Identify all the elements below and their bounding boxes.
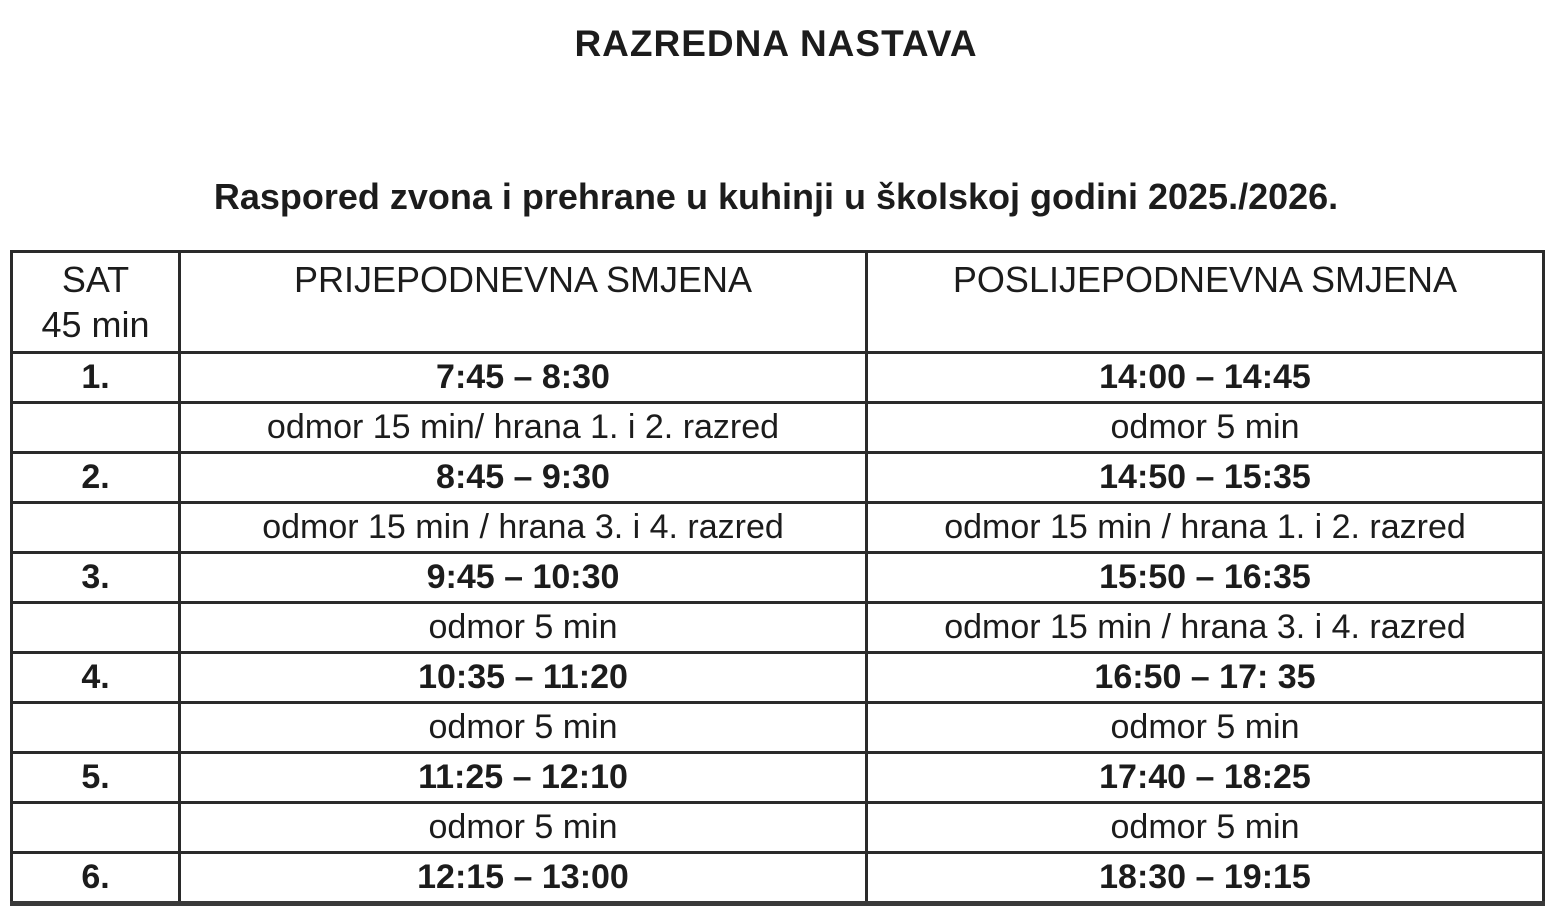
afternoon-cell: odmor 5 min [867, 703, 1544, 753]
table-row [12, 553, 1544, 603]
afternoon-cell: 16:50 – 17: 35 [867, 653, 1544, 703]
table-row [12, 653, 1544, 703]
morning-cell: odmor 5 min [180, 603, 867, 653]
page-title: RAZREDNA NASTAVA [574, 23, 978, 64]
afternoon-cell: 14:00 – 14:45 [867, 353, 1544, 403]
afternoon-cell: 17:40 – 18:25 [867, 753, 1544, 803]
table-row [12, 853, 1544, 904]
morning-cell: odmor 5 min [180, 803, 867, 853]
schedule-rows [12, 353, 1544, 904]
period-cell: 2. [12, 453, 180, 503]
table-row [12, 703, 1544, 753]
header-row [12, 252, 1544, 353]
page-subtitle: Raspored zvona i prehrane u kuhinji u školskoj godini 2025./2026. [213, 175, 1339, 217]
table-row [12, 803, 1544, 853]
table-row [12, 603, 1544, 653]
afternoon-cell: 15:50 – 16:35 [867, 553, 1544, 603]
morning-cell: 11:25 – 12:10 [180, 753, 867, 803]
morning-cell: 8:45 – 9:30 [180, 453, 867, 503]
bell-schedule-table [10, 250, 1545, 906]
afternoon-cell: 14:50 – 15:35 [867, 453, 1544, 503]
afternoon-cell: odmor 15 min / hrana 3. i 4. razred [867, 603, 1544, 653]
morning-cell: odmor 15 min/ hrana 1. i 2. razred [180, 403, 867, 453]
period-cell: 6. [12, 853, 180, 904]
morning-cell: 7:45 – 8:30 [180, 353, 867, 403]
morning-cell: 10:35 – 11:20 [180, 653, 867, 703]
period-cell [12, 403, 180, 453]
afternoon-cell: odmor 5 min [867, 403, 1544, 453]
header-period-line2: 45 min [41, 304, 150, 346]
afternoon-cell: odmor 5 min [867, 803, 1544, 853]
period-cell [12, 703, 180, 753]
table-row [12, 403, 1544, 453]
header-afternoon-shift: POSLIJEPODNEVNA SMJENA [867, 252, 1544, 353]
table-row [12, 453, 1544, 503]
table-row [12, 353, 1544, 403]
table-row [12, 753, 1544, 803]
period-cell: 4. [12, 653, 180, 703]
morning-cell: odmor 15 min / hrana 3. i 4. razred [180, 503, 867, 553]
period-cell: 5. [12, 753, 180, 803]
period-cell [12, 503, 180, 553]
afternoon-cell: 18:30 – 19:15 [867, 853, 1544, 904]
morning-cell: odmor 5 min [180, 703, 867, 753]
morning-cell: 9:45 – 10:30 [180, 553, 867, 603]
period-cell: 3. [12, 553, 180, 603]
afternoon-cell: odmor 15 min / hrana 1. i 2. razred [867, 503, 1544, 553]
header-period-column [12, 252, 180, 353]
period-cell [12, 603, 180, 653]
morning-cell: 12:15 – 13:00 [180, 853, 867, 904]
header-period-line1: SAT [61, 259, 130, 301]
table-row [12, 503, 1544, 553]
header-morning-shift: PRIJEPODNEVNA SMJENA [180, 252, 867, 353]
period-cell [12, 803, 180, 853]
period-cell: 1. [12, 353, 180, 403]
